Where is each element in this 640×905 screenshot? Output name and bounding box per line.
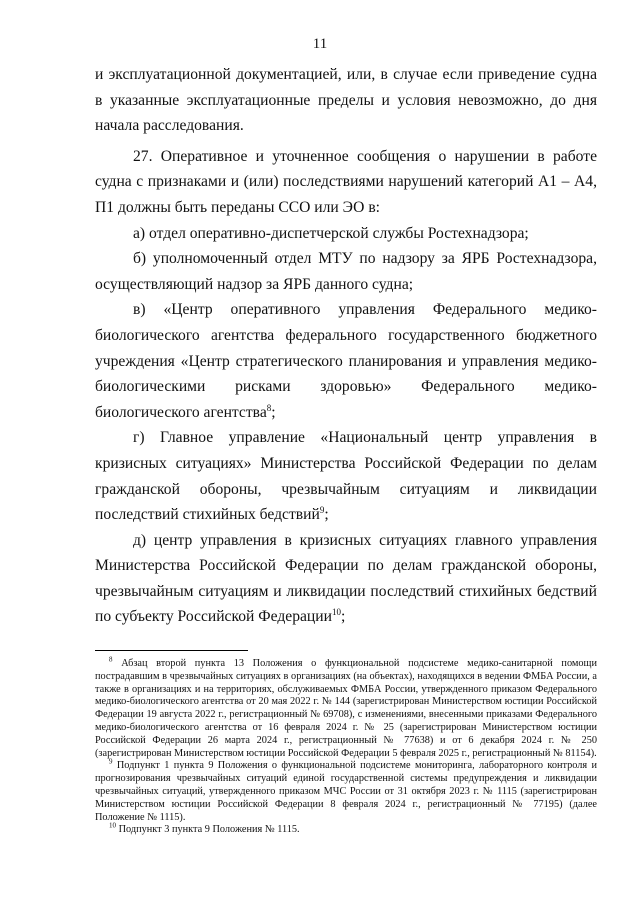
paragraph-continuation: и эксплуатационной документацией, или, в случае если приведение судна в указанные эксплуатационные пределы и условия невозможно, до дня начала расследования. bbox=[95, 66, 597, 135]
footnote-text: Подпункт 3 пункта 9 Положения № 1115. bbox=[118, 824, 300, 836]
footnote-mark: 8 bbox=[109, 655, 113, 664]
paragraph-27: 27. Оперативное и уточненное сообщения о нарушении в работе судна с признаками и (или) последствиями нарушений категорий А1 – А4, П1 должны быть переданы ССО или ЭО в: bbox=[95, 147, 597, 216]
footnote-9 bbox=[95, 757, 597, 824]
item-b: б) уполномоченный отдел МТУ по надзору за ЯРБ Ростехнадзора, осуществляющий надзор за ЯРБ данного судна; bbox=[95, 250, 597, 293]
footnote-ref-9: 9 bbox=[319, 504, 325, 515]
footnote-divider bbox=[95, 650, 248, 651]
item-v-text: в) «Центр оперативного управления Федерального медико-биологического агентства федерального государственного бюджетного учреждения «Центр стратегического планирования и управления медико-биологическими рисками здоровью» Федерального медико-биологического агентства bbox=[95, 301, 597, 421]
item-v bbox=[95, 297, 597, 425]
footnote-mark: 9 bbox=[109, 757, 113, 766]
footnote-8 bbox=[95, 655, 597, 760]
footnote-mark: 10 bbox=[109, 821, 116, 830]
item-d-end: ; bbox=[340, 608, 346, 626]
footnote-ref-8: 8 bbox=[266, 402, 272, 413]
footnote-text: Абзац второй пункта 13 Положения о функциональной подсистеме медико-санитарной помощи пострадавшим в чрезвычайных ситуациях в организациях (на объектах), находящихся в ведении ФМБА России, а также в организациях и на территориях, обслуживаемых ФМБА России, утвержденного приказом Федерального медико-биологического агентства от 20 мая 2022 г. № 144 (зарегистрирован Министерством юстиции Российской Федерации 19 августа 2022 г., регистрационный № 69708), с изменениями, внесенными приказами Федерального медико-биологического агентства от 16 февраля 2024 г. № 25 (зарегистрирован Министерством юстиции Российской Федерации 26 марта 2024 г., регистрационный № 77638) и от 6 декабря 2024 г. № 250 (зарегистрирован Министерством юстиции Российской Федерации 5 февраля 2025 г., регистрационный № 81154). bbox=[95, 658, 597, 759]
item-d-text: д) центр управления в кризисных ситуациях главного управления Министерства Российской Федерации по делам гражданской обороны, чрезвычайным ситуациям и ликвидации последствий стихийных бедствий по субъекту Российской Федерации bbox=[95, 531, 597, 626]
page-number: 11 bbox=[312, 36, 328, 52]
item-a: а) отдел оперативно-диспетчерской службы Ростехнадзора; bbox=[133, 224, 529, 242]
footnote-ref-10: 10 bbox=[331, 607, 341, 618]
footnotes bbox=[95, 655, 597, 837]
item-g-text: г) Главное управление «Национальный центр управления в кризисных ситуациях» Министерства Российской Федерации по делам гражданской обороны, чрезвычайным ситуациям и ликвидации последствий стихийных бедствий bbox=[95, 429, 597, 524]
item-g-end: ; bbox=[324, 506, 329, 524]
main-text bbox=[95, 62, 597, 630]
footnote-text: Подпункт 1 пункта 9 Положения о функциональной подсистеме мониторинга, лабораторного контроля и прогнозирования чрезвычайных ситуаций единой государственной системы предупреждения и ликвидации чрезвычайных ситуаций, утвержденного приказом МЧС России от 31 октября 2023 г. № 1115 (зарегистрирован Министерством юстиции Российской Федерации 8 февраля 2024 г., регистрационный № 77195) (далее Положение № 1115). bbox=[95, 760, 597, 823]
footnote-10 bbox=[95, 821, 597, 837]
item-g bbox=[95, 425, 597, 527]
item-v-end: ; bbox=[271, 403, 276, 421]
item-d bbox=[95, 528, 597, 630]
